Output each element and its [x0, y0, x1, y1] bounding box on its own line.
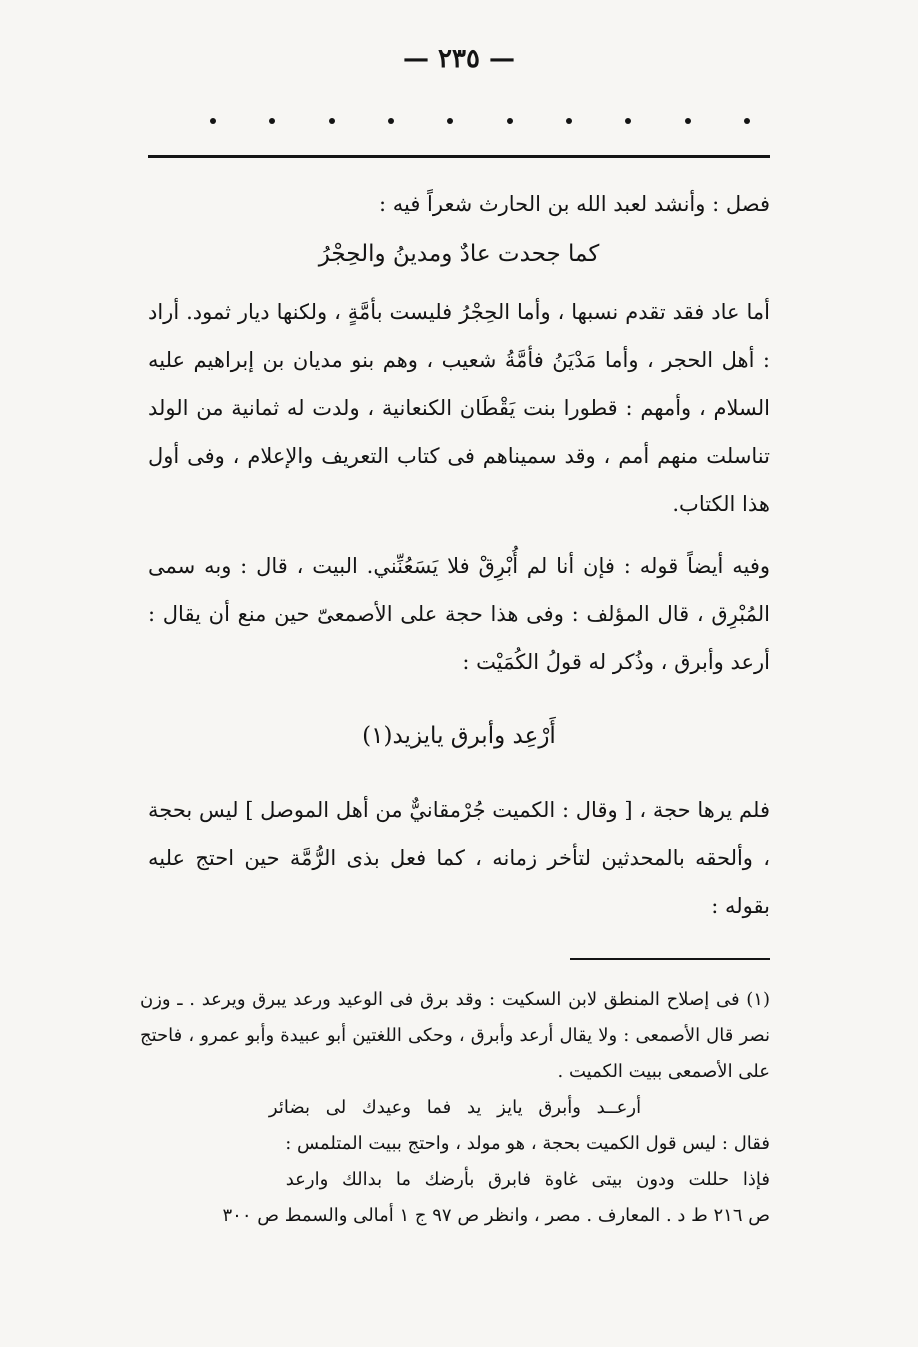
- ornament-dot: [507, 118, 513, 124]
- paragraph-2: وفيه أيضاً قوله : فإن أنا لم أُبْرِقْ فلا يَسَعُنِّني. البيت ، قال : وبه سمى المُبْرِق ، قال المؤلف : وفى هذا حجة على الأصمعىّ حين منع أن يقال : أرعد وأبرق ، وذُكر له قولُ الكُمَيْت :: [148, 554, 770, 674]
- footnote-rule: [570, 958, 770, 960]
- ornament-dot: [566, 118, 572, 124]
- ornament-dot: [625, 118, 631, 124]
- footnotes: [140, 982, 770, 1234]
- paragraph-1: أما عاد فقد تقدم نسبها ، وأما الحِجْرُ فليست بأمَّةٍ ، ولكنها ديار ثمود. أراد : أهل الحجر ، وأما مَدْيَنُ فأمَّةُ شعيب ، وهم بنو مديان بن إبراهيم عليه السلام ، وأمهم : قطورا بنت يَقْطَان الكنعانية ، ولدت له ثمانية من الولد تناسلت منهم أمم ، وقد سميناهم فى كتاب التعريف والإعلام ، وفى أول هذا الكتاب.: [148, 300, 770, 516]
- ornament-dot: [388, 118, 394, 124]
- footnote-text-1: (١) فى إصلاح المنطق لابن السكيت : وقد برق فى الوعيد ورعد يبرق ويرعد . ـ وزن نصر قال الأصمعى : ولا يقال أرعد وأبرق ، وحكى اللغتين أبو عبيدة وأبو عمرو ، فاحتج على الأصمعى ببيت الكميت .: [140, 989, 770, 1082]
- ornament-dot: [447, 118, 453, 124]
- header-rule: [148, 155, 770, 158]
- page-number: — ٢٣٥ —: [402, 44, 516, 74]
- ornament-dot: [269, 118, 275, 124]
- verse-line: كما جحدت عادٌ ومدينُ والحِجْرُ: [318, 241, 600, 267]
- footnote-reference: ص ٢١٦ ط د . المعارف . مصر ، وانظر ص ٩٧ ج ١ أمالى والسمط ص ٣٠٠: [222, 1205, 770, 1226]
- ornament-dot: [744, 118, 750, 124]
- footnote-text-2: فقال : ليس قول الكميت بحجة ، هو مولد ، واحتج ببيت المتلمس :: [285, 1133, 770, 1154]
- ornament-dot: [210, 118, 216, 124]
- paragraph-3: فلم يرها حجة ، [ وقال : الكميت جُرْمقانيٌّ من أهل الموصل ] ليس بحجة ، وألحقه بالمحدثين لتأخر زمانه ، كما فعل بذى الرُّمَّة حين احتج عليه بقوله :: [148, 798, 770, 918]
- ornament-dot: [329, 118, 335, 124]
- ornament-dot: [685, 118, 691, 124]
- intro-line: فصل : وأنشد لعبد الله بن الحارث شعراً فيه :: [378, 192, 770, 216]
- footnote-verse-2: فإذا حللت ودون بيتى غاوة فابرق بأرضك ما بدالك وارعد: [285, 1169, 770, 1190]
- footnote-verse-1: أرعــد وأبرق يايز يد فما وعيدك لى بضائر: [268, 1097, 642, 1118]
- ornament-dots: [210, 118, 750, 124]
- main-text: [148, 180, 770, 930]
- verse-line-2: أَرْعِد وأبرق يايزيد(١): [362, 723, 556, 749]
